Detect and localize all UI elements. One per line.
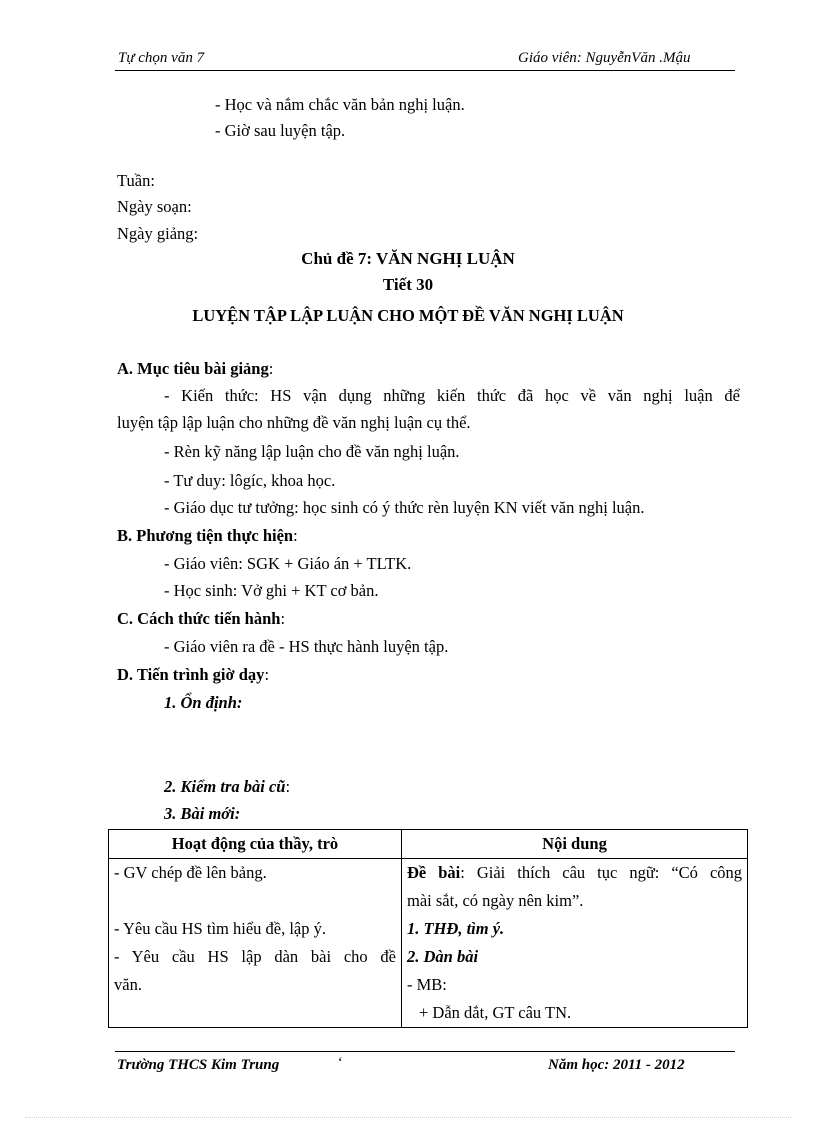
section-a-item-1-text: - Kiến thức: HS vận dụng những kiến thức đã học về văn nghị luận để bbox=[164, 386, 740, 405]
top-line-2: - Giờ sau luyện tập. bbox=[215, 121, 346, 140]
step-on-dinh: 1. Ổn định: bbox=[164, 693, 243, 712]
page-bottom-dots bbox=[25, 1117, 791, 1118]
activity-line-5: văn. bbox=[114, 975, 142, 994]
section-a-item-3: - Tư duy: lôgíc, khoa học. bbox=[164, 471, 336, 490]
section-b-item-1: - Giáo viên: SGK + Giáo án + TLTK. bbox=[164, 554, 412, 573]
section-c-item-1: - Giáo viên ra đề - HS thực hành luyện tập. bbox=[164, 637, 449, 656]
section-a-heading: A. Mục tiêu bài giảng bbox=[117, 359, 269, 378]
mb-item-1: + Dẫn dắt, GT câu TN. bbox=[419, 1003, 572, 1022]
table-header-activity: Hoạt động của thầy, trò bbox=[109, 830, 402, 859]
section-a-item-4: - Giáo dục tư tưởng: học sinh có ý thức rèn luyện KN viết văn nghị luận. bbox=[164, 498, 645, 517]
header-right: Giáo viên: NguyễnVăn .Mậu bbox=[518, 50, 691, 66]
mb-heading: - MB: bbox=[407, 975, 447, 994]
top-line-1: - Học và nắm chắc văn bản nghị luận. bbox=[215, 95, 465, 114]
teach-date-label: Ngày giảng: bbox=[117, 224, 199, 243]
activity-line-3: - Yêu cầu HS tìm hiểu đề, lập ý. bbox=[114, 919, 327, 938]
footer-rule bbox=[115, 1051, 735, 1052]
week-label: Tuần: bbox=[117, 171, 155, 190]
footer-mark: ‘ bbox=[337, 1055, 342, 1071]
header-rule bbox=[115, 70, 735, 71]
step-kiem-tra-label: 2. Kiểm tra bài cũ bbox=[164, 777, 286, 796]
header-left: Tự chọn văn 7 bbox=[118, 50, 205, 66]
table-header-row bbox=[109, 830, 748, 859]
section-c-title: C. Cách thức tiến hành: bbox=[117, 609, 286, 628]
footer-school-year: Năm học: 2011 - 2012 bbox=[548, 1057, 685, 1073]
topic-title: Chủ đề 7: VĂN NGHỊ LUẬN bbox=[301, 249, 515, 268]
activity-cell bbox=[109, 859, 402, 1028]
activity-line-4-text: - Yêu cầu HS lập dàn bài cho đề bbox=[114, 947, 396, 966]
lesson-name: LUYỆN TẬP LẬP LUẬN CHO MỘT ĐỀ VĂN NGHỊ LUẬN bbox=[192, 306, 624, 325]
section-a-item-2: - Rèn kỹ năng lập luận cho đề văn nghị luận. bbox=[164, 442, 460, 461]
de-bai-line bbox=[407, 859, 742, 887]
section-a-title: A. Mục tiêu bài giảng: bbox=[117, 359, 274, 378]
step-2-heading: 2. Dàn bài bbox=[407, 947, 479, 966]
content-cell bbox=[402, 859, 748, 1028]
section-d-title: D. Tiến trình giờ dạy: bbox=[117, 665, 270, 684]
section-a-item-1 bbox=[164, 386, 740, 406]
step-bai-moi: 3. Bài mới: bbox=[164, 804, 241, 823]
prep-date-label: Ngày soạn: bbox=[117, 197, 192, 216]
activity-line-6 bbox=[114, 999, 396, 1027]
section-b-title: B. Phương tiện thực hiện: bbox=[117, 526, 298, 545]
lesson-number: Tiết 30 bbox=[382, 275, 434, 294]
section-d-heading: D. Tiến trình giờ dạy bbox=[117, 665, 265, 684]
de-bai-label: Đề bài bbox=[407, 863, 461, 882]
de-bai-line-wrap bbox=[407, 859, 742, 887]
step-kiem-tra: 2. Kiểm tra bài cũ: bbox=[164, 777, 291, 796]
lesson-table bbox=[108, 829, 748, 1028]
section-b-item-2: - Học sinh: Vở ghi + KT cơ bản. bbox=[164, 581, 379, 600]
activity-line-1: - GV chép đề lên bảng. bbox=[114, 863, 267, 882]
step-1-heading: 1. THĐ, tìm ý. bbox=[407, 919, 505, 938]
activity-line-4 bbox=[114, 943, 396, 971]
table-header-content: Nội dung bbox=[402, 830, 748, 859]
activity-line-2 bbox=[114, 887, 396, 915]
table-row bbox=[109, 859, 748, 1028]
footer-school: Trường THCS Kim Trung bbox=[117, 1057, 280, 1073]
section-b-heading: B. Phương tiện thực hiện bbox=[117, 526, 294, 545]
de-bai-text-cont: mài sắt, có ngày nên kim”. bbox=[407, 891, 584, 910]
de-bai-text: : Giải thích câu tục ngữ: “Có công bbox=[460, 863, 743, 882]
section-a-item-1-cont: luyện tập lập luận cho những đề văn nghị luận cụ thể. bbox=[117, 413, 471, 432]
section-c-heading: C. Cách thức tiến hành bbox=[117, 609, 281, 628]
